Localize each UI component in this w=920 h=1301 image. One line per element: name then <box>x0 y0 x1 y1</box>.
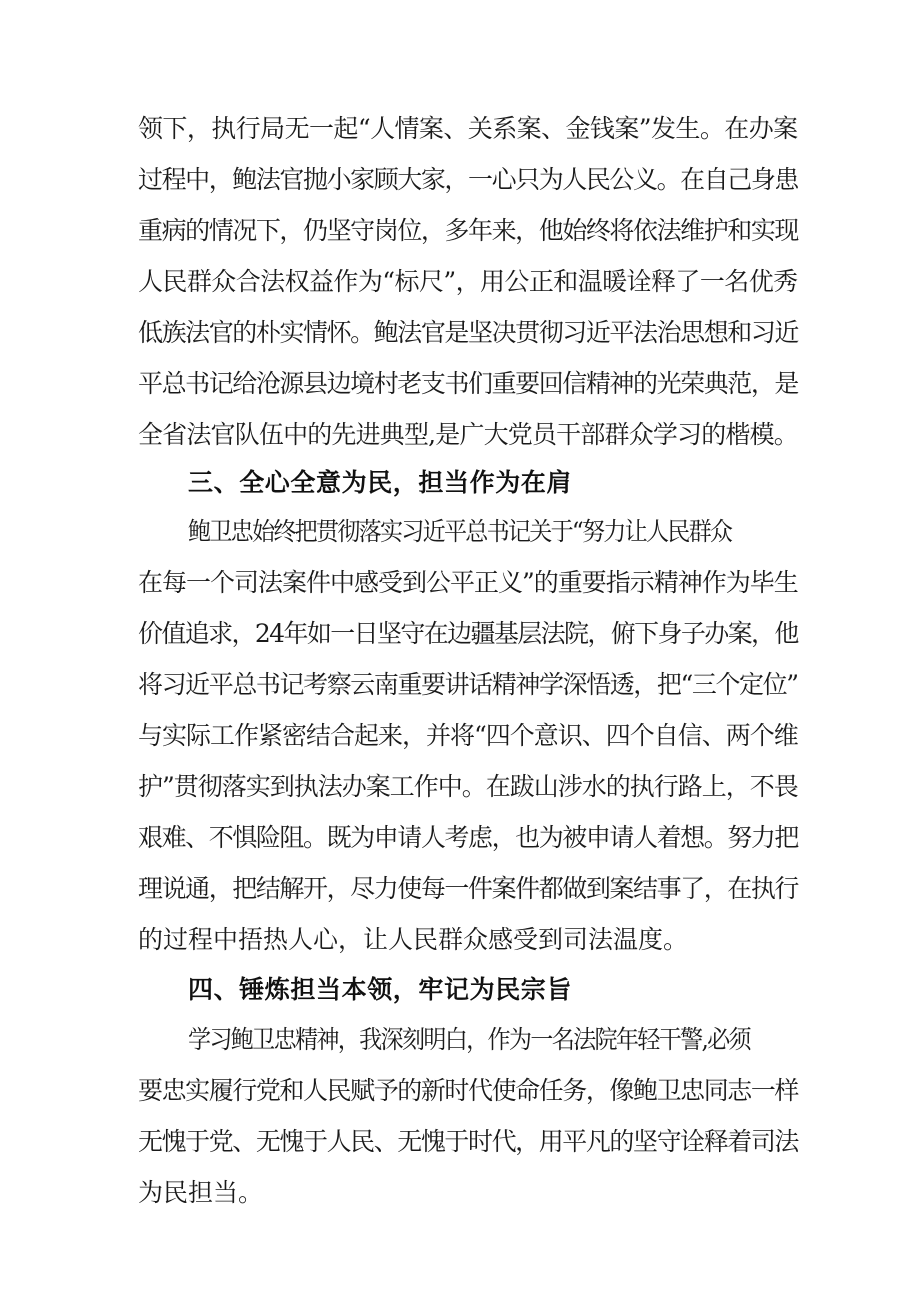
paragraph-3-line: 为民担当。 <box>138 1178 264 1207</box>
paragraph-2-line: 与实际工作紧密结合起来，并将“四个意识、四个自信、两个维 <box>138 721 798 750</box>
paragraph-1-line: 低族法官的朴实情怀。鲍法官是坚决贯彻习近平法治思想和习近 <box>138 318 799 347</box>
paragraph-1-line: 领下，执行局无一起“人情案、关系案、金钱案”发生。在办案 <box>138 114 798 143</box>
paragraph-2-line: 理说通，把结解开，尽力使每一件案件都做到案结事了，在执行 <box>138 874 799 903</box>
paragraph-1-line: 人民群众合法权益作为“标尺”，用公正和温暖诠释了一名优秀 <box>138 267 798 296</box>
paragraph-3-line: 学习鲍卫忠精神，我深刻明白，作为一名法院年轻干警,必须 <box>188 1025 750 1054</box>
paragraph-3-line: 要忠实履行党和人民赋予的新时代使命任务，像鲍卫忠同志一样 <box>138 1076 799 1105</box>
paragraph-3-line: 无愧于党、无愧于人民、无愧于时代，用平凡的坚守诠释着司法 <box>138 1127 799 1156</box>
section-heading-4: 四、锤炼担当本领，牢记为民宗旨 <box>188 975 573 1004</box>
paragraph-1-line: 平总书记给沧源县边境村老支书们重要回信精神的光荣典范，是 <box>138 369 799 398</box>
paragraph-2-line: 鲍卫忠始终把贯彻落实习近平总书记关于“努力让人民群众 <box>188 517 732 546</box>
section-heading-3: 三、全心全意为民，担当作为在肩 <box>188 468 573 497</box>
paragraph-2-line: 护”贯彻落实到执法办案工作中。在跋山涉水的执行路上，不畏 <box>138 772 798 801</box>
paragraph-2-line: 价值追求，24年如一日坚守在边疆基层法院，俯下身子办案，他 <box>138 619 798 648</box>
paragraph-1-line: 全省法官队伍中的先进典型,是广大党员干部群众学习的楷模。 <box>138 420 798 449</box>
paragraph-2-line: 的过程中捂热人心，让人民群众感受到司法温度。 <box>138 925 689 954</box>
paragraph-1-line: 过程中，鲍法官抛小家顾大家，一心只为人民公义。在自己身患 <box>138 165 799 194</box>
paragraph-2-line: 将习近平总书记考察云南重要讲话精神学深悟透，把“三个定位” <box>138 670 798 699</box>
paragraph-2-line: 艰难、不惧险阻。既为申请人考虑，也为被申请人着想。努力把 <box>138 823 799 852</box>
paragraph-2-line: 在每一个司法案件中感受到公平正义”的重要指示精神作为毕生 <box>138 568 798 597</box>
paragraph-1-line: 重病的情况下，仍坚守岗位，多年来，他始终将依法维护和实现 <box>138 216 799 245</box>
